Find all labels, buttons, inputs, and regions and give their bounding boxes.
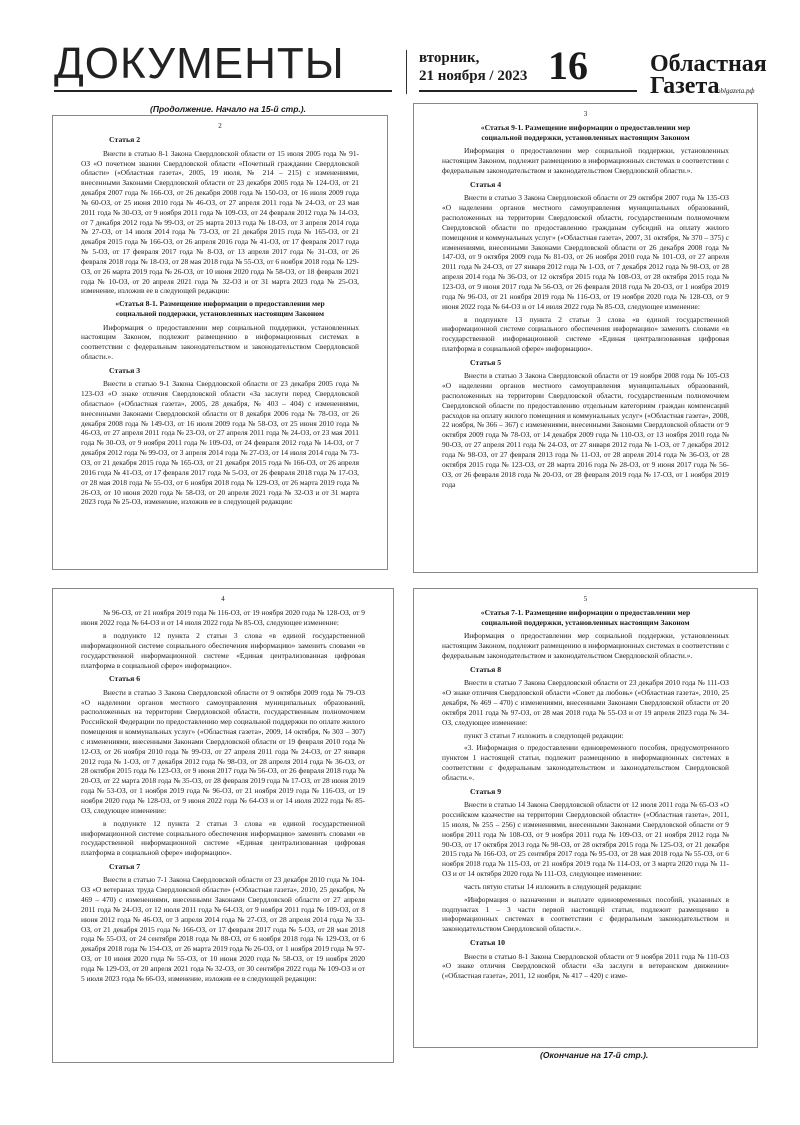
quoted-article-heading: «Статья 8-1. Размещение информации о предоставлении мер социальной поддержки, установленных настоящим Законом xyxy=(115,299,325,319)
article-text: Внести в статью 7 Закона Свердловской области от 23 декабря 2010 года № 111-ОЗ «О знаке отличия Свердловской области «Совет да любовь» («Областная газета», 2010, 25 декабря, № 469 – 470) с изменениями, внесенными Законами Свердловской области от 20 октября 2011 года № 97-ОЗ, от 28 мая 2018 года № 55-ОЗ и от 19 апреля 2023 года № 34-ОЗ, следующее изменение: xyxy=(442,678,729,727)
quoted-article-heading: «Статья 9-1. Размещение информации о предоставлении мер социальной поддержки, установленных настоящим Законом xyxy=(480,123,691,143)
newspaper-name-line1: Областная xyxy=(650,51,767,77)
doc-page-number: 3 xyxy=(583,110,588,118)
header-underline-right xyxy=(419,90,637,92)
article-text: Внести в статью 3 Закона Свердловской области от 19 ноября 2008 года № 105-ОЗ «О наделении органов местного самоуправления муниципальных образований, расположенных на территории Свердловской области, государственным полномочием Свердловской области по предоставлению отдельным категориям граждан компенсаций расходов на оплату жилого помещения и коммунальных услуг» («Областная газета», 2008, 22 ноября, № 366 – 367) с изменениями, внесенными Законами Свердловской области от 9 октября 2009 года № 78-ОЗ, от 14 декабря 2009 года № 110-ОЗ, от 13 ноября 2010 года № 90-ОЗ, от 27 апреля 2011 года № 24-ОЗ, от 27 января 2012 года № 1-ОЗ, от 7 декабря 2012 года № 98-ОЗ, от 27 февраля 2013 года № 11-ОЗ, от 28 апреля 2014 года № 36-ОЗ, от 28 октября 2015 года № 123-ОЗ, от 28 марта 2016 года № 28-ОЗ, от 9 июня 2017 года № 56-ОЗ, от 26 февраля 2018 года № 20-ОЗ, от 28 февраля 2019 года № 17-ОЗ, от 1 ноября 2019 года xyxy=(442,371,729,489)
article-change: в подпункте 13 пункта 2 статьи 3 слова «в единой государственной информационной системе социального обеспечения информацию» заменить словами «в государственной информационной системе «Единая централизованная цифровая платформа в социальной сфере» информацию». xyxy=(442,314,729,354)
article-text: Внести в статью 14 Закона Свердловской области от 12 июля 2011 года № 65-ОЗ «О российском казачестве на территории Свердловской области» («Областная газета», 2011, 15 июля, № 255 – 256) с изменениями, внесенными Законами Свердловской области от 9 ноября 2011 года № 108-ОЗ, от 9 ноября 2011 года № 109-ОЗ, от 21 ноября 2012 года № 90-ОЗ, от 17 октября 2013 года № 98-ОЗ, от 28 октября 2015 года № 125-ОЗ, от 21 декабря 2015 года № 166-ОЗ, от 25 сентября 2017 года № 95-ОЗ, от 28 мая 2018 года № 55-ОЗ, от 6 ноября 2018 года № 115-ОЗ, от 21 ноября 2019 года № 114-ОЗ, от 3 марта 2020 года № 11-ОЗ и от 14 октября 2020 года № 111-ОЗ, следующее изменение: xyxy=(442,800,729,879)
header-underline-left xyxy=(54,90,392,92)
article-change: пункт 3 статьи 7 изложить в следующей редакции: xyxy=(464,730,624,740)
issue-weekday: вторник, xyxy=(419,50,480,66)
quoted-article-text: Информация о предоставлении мер социальной поддержки, установленных настоящим Законом, подлежит размещению в информационных системах в соответствии с федеральным законодательством и законодательством Свердловской области.». xyxy=(442,631,729,661)
issue-date: 21 ноября / 2023 xyxy=(419,68,528,84)
document-page-3 xyxy=(413,103,758,573)
article-text: Внести в статью 7-1 Закона Свердловской области от 23 декабря 2010 года № 104-ОЗ «О ветеранах труда Свердловской области» («Областная газета», 2010, 25 декабря, № 469 – 470) с изменениями, внесенными Законами Свердловской области от 27 апреля 2011 года № 24-ОЗ, от 12 июля 2011 года № 64-ОЗ, от 9 ноября 2011 года № 109-ОЗ, от 8 июня 2012 года № 46-ОЗ, от 3 апреля 2014 года № 27-ОЗ, от 28 апреля 2014 года № 33-ОЗ, от 21 декабря 2015 года № 166-ОЗ, от 17 февраля 2017 года № 5-ОЗ, от 28 мая 2018 года № 55-ОЗ, от 24 сентября 2018 года № 88-ОЗ, от 6 ноября 2018 года № 129-ОЗ, от 6 декабря 2018 года № 154-ОЗ, от 26 марта 2019 года № 26-ОЗ, от 1 ноября 2019 года № 97-ОЗ, от 10 июня 2020 года № 55-ОЗ, от 10 июня 2020 года № 58-ОЗ, от 19 ноября 2020 года № 129-ОЗ, от 20 апреля 2021 года № 32-ОЗ, от 30 сентября 2022 года № 109-ОЗ и от 5 июля 2023 года № 66-ОЗ, изменение, изложив ее в следующей редакции: xyxy=(81,875,365,983)
article-heading: Статья 2 xyxy=(109,135,141,145)
article-heading: Статья 7 xyxy=(109,862,141,872)
quoted-article-text: «3. Информация о предоставлении единовременного пособия, предусмотренного пунктом 1 настоящей статьи, подлежит размещению в информационных системах в соответствии с федеральным законодательством и законодательством Свердловской области.». xyxy=(442,743,729,782)
article-heading: Статья 4 xyxy=(470,180,502,190)
quoted-article-heading: «Статья 7-1. Размещение информации о предоставлении мер социальной поддержки, установленных настоящим Законом xyxy=(480,608,691,628)
article-heading: Статья 3 xyxy=(109,365,141,375)
doc-page-number: 5 xyxy=(583,595,588,603)
article-heading: Статья 5 xyxy=(470,357,502,367)
section-title: ДОКУМЕНТЫ xyxy=(54,39,345,88)
article-heading: Статья 8 xyxy=(470,665,502,675)
newspaper-name-line2: Газета xyxy=(650,73,720,99)
article-text: Внести в статью 8-1 Закона Свердловской области от 15 июля 2005 года № 91-ОЗ «О почетном звании Свердловской области «Почетный гражданин Свердловской области» («Областная газета», 2005, 19 июля, № 214 – 215) с изменениями, внесенными Законами Свердловской области от 23 декабря 2005 года № 124-ОЗ, от 21 декабря 2007 года № 166-ОЗ, от 26 декабря 2008 года № 150-ОЗ, от 16 июля 2009 года № 60-ОЗ, от 25 июня 2010 года № 46-ОЗ, от 27 апреля 2011 года № 24-ОЗ, от 23 мая 2011 года № 30-ОЗ, от 9 ноября 2011 года № 109-ОЗ, от 24 февраля 2012 года № 14-ОЗ, от 7 декабря 2012 года № 99-ОЗ, от 25 марта 2013 года № 18-ОЗ, от 3 апреля 2014 года № 27-ОЗ, от 14 июля 2014 года № 73-ОЗ, от 21 декабря 2015 года № 165-ОЗ, от 21 декабря 2015 года № 166-ОЗ, от 26 апреля 2016 года № 41-ОЗ, от 17 февраля 2017 года № 5-ОЗ, от 17 февраля 2017 года № 8-ОЗ, от 13 апреля 2017 года № 31-ОЗ, от 26 февраля 2018 года № 18-ОЗ, от 28 мая 2018 года № 55-ОЗ, от 6 ноября 2018 года № 129-ОЗ, от 26 марта 2019 года № 26-ОЗ, от 10 июня 2020 года № 58-ОЗ, от 18 февраля 2021 года № 10-ОЗ, от 20 апреля 2021 года № 32-ОЗ и от 31 марта 2023 года № 25-ОЗ, изменение, изложив ее в следующей редакции: xyxy=(81,148,359,296)
doc-page-number: 4 xyxy=(221,595,225,603)
article-heading: Статья 10 xyxy=(470,938,506,948)
article-text: Внести в статью 8-1 Закона Свердловской области от 9 ноября 2011 года № 110-ОЗ «О знаке отличия Свердловской области «За заслуги в ветеранском движении» («Областная газета», 2011, 12 ноября, № 417 – 420) с изме- xyxy=(442,951,729,981)
document-page-4 xyxy=(52,588,394,1063)
document-page-5 xyxy=(413,588,758,1048)
article-text: Внести в статью 9-1 Закона Свердловской области от 23 декабря 2005 года № 123-ОЗ «О знаке отличия Свердловской области «За заслуги перед Свердловской областью» («Областная газета», 2005, 28 декабря, № 403 – 404) с изменениями, внесенными Законами Свердловской области от 8 декабря 2006 года № 78-ОЗ, от 26 декабря 2008 года № 149-ОЗ, от 16 июля 2009 года № 58-ОЗ, от 25 июня 2010 года № 46-ОЗ, от 27 апреля 2011 года № 23-ОЗ, от 27 апреля 2011 года № 24-ОЗ, от 23 мая 2011 года № 30-ОЗ, от 9 ноября 2011 года № 109-ОЗ, от 24 февраля 2012 года № 14-ОЗ, от 7 декабря 2012 года № 99-ОЗ, от 3 апреля 2014 года № 27-ОЗ, от 14 июля 2014 года № 73-ОЗ, от 21 декабря 2015 года № 165-ОЗ, от 21 декабря 2015 года № 166-ОЗ, от 26 апреля 2016 года № 41-ОЗ, от 17 февраля 2017 года № 5-ОЗ, от 26 февраля 2018 года № 17-ОЗ, от 28 мая 2018 года № 55-ОЗ, от 6 ноября 2018 года № 129-ОЗ, от 26 марта 2019 года № 26-ОЗ, от 10 июня 2020 года № 58-ОЗ, от 20 апреля 2021 года № 32-ОЗ и от 31 марта 2023 года № 25-ОЗ, изменение, изложив ее в следующей редакции: xyxy=(81,379,359,507)
article-change: часть пятую статьи 14 изложить в следующей редакции: xyxy=(464,881,642,891)
article-text: Внести в статью 3 Закона Свердловской области от 29 октября 2007 года № 135-ОЗ «О наделении органов местного самоуправления муниципальных образований, расположенных на территории Свердловской области, государственным полномочием Свердловской области по предоставлению гражданам субсидий на оплату жилого помещения и коммунальных услуг» («Областная газета», 2007, 31 октября, № 370 – 375) с изменениями, внесенными Законами Свердловской области от 26 декабря 2008 года № 147-ОЗ, от 9 октября 2009 года № 81-ОЗ, от 26 ноября 2010 года № 101-ОЗ, от 27 апреля 2011 года № 24-ОЗ, от 27 января 2012 года № 1-ОЗ, от 7 декабря 2012 года № 98-ОЗ, от 28 апреля 2014 года № 36-ОЗ, от 12 октября 2015 года № 108-ОЗ, от 28 октября 2015 года № 123-ОЗ, от 9 июня 2017 года № 56-ОЗ, от 26 февраля 2018 года № 20-ОЗ, от 1 ноября 2019 года № 96-ОЗ, от 21 ноября 2019 года № 116-ОЗ, от 19 ноября 2020 года № 128-ОЗ, от 9 июня 2022 года № 64-ОЗ и от 14 июля 2022 года № 85-ОЗ, следующее изменение: xyxy=(442,193,729,311)
newspaper-site: oblgazeta.рф xyxy=(717,87,755,95)
doc-page-number: 2 xyxy=(218,122,222,130)
article-heading: Статья 6 xyxy=(109,674,141,684)
article-text: Внести в статью 3 Закона Свердловской области от 9 октября 2009 года № 79-ОЗ «О наделении органов местного самоуправления муниципальных образований, расположенных на территории Свердловской области, государственным полномочием Российской Федерации по предоставлению мер социальной поддержки по оплате жилого помещения и коммунальных услуг» («Областная газета», 2009, 14 октября, № 303 – 307) с изменениями, внесенными Законами Свердловской области от 19 февраля 2010 года № 12-ОЗ, от 26 ноября 2010 года № 99-ОЗ, от 27 апреля 2011 года № 24-ОЗ, от 27 января 2012 года № 1-ОЗ, от 7 декабря 2012 года № 98-ОЗ, от 28 апреля 2014 года № 36-ОЗ, от 28 октября 2015 года № 123-ОЗ, от 9 июня 2017 года № 56-ОЗ, от 26 февраля 2018 года № 20-ОЗ, от 22 марта 2018 года № 35-ОЗ, от 28 февраля 2019 года № 17-ОЗ, от 28 июня 2019 года № 53-ОЗ, от 1 ноября 2019 года № 96-ОЗ, от 21 ноября 2019 года № 116-ОЗ, от 19 ноября 2020 года № 128-ОЗ, от 9 июня 2022 года № 64-ОЗ и от 14 июля 2022 года № 85-ОЗ, следующее изменение: xyxy=(81,687,365,815)
article-text: № 96-ОЗ, от 21 ноября 2019 года № 116-ОЗ, от 19 ноября 2020 года № 128-ОЗ, от 9 июня 2022 года № 64-ОЗ и от 14 июля 2022 года № 85-ОЗ, следующее изменение: xyxy=(81,608,365,628)
page-header xyxy=(0,0,800,100)
quoted-article-text: Информация о предоставлении мер социальной поддержки, установленных настоящим Законом, подлежит размещению в информационных системах в соответствии с федеральным законодательством и законодательством Свердловской области.». xyxy=(81,322,359,362)
quoted-article-text: «Информация о назначении и выплате единовременных пособий, указанных в подпунктах 1 – 3 части первой настоящей статьи, подлежит размещению в информационных системах в соответствии с федеральным законодательством и законодательством Свердловской области.». xyxy=(442,894,729,934)
continued-on-note: (Окончание на 17-й стр.). xyxy=(540,1050,649,1060)
quoted-article-text: Информация о предоставлении мер социальной поддержки, установленных настоящим Законом, подлежит размещению в информационных системах в соответствии с федеральным законодательством и законодательством Свердловской области.». xyxy=(442,146,729,176)
header-divider xyxy=(406,50,407,94)
article-change: в подпункте 12 пункта 2 статьи 3 слова «в единой государственной информационной системе социального обеспечения информацию» заменить словами «в государственной информационной системе «Единая централизованная цифровая платформа в социальной сфере» информацию». xyxy=(81,818,365,858)
continued-from-note: (Продолжение. Начало на 15-й стр.). xyxy=(150,104,306,114)
document-page-2 xyxy=(52,115,388,570)
article-change: в подпункте 12 пункта 2 статьи 3 слова «в единой государственной информационной системе социального обеспечения информацию» заменить словами «в государственной информационной системе «Единая централизованная цифровая платформа в социальной сфере» информацию». xyxy=(81,630,365,670)
article-heading: Статья 9 xyxy=(470,786,502,796)
page-number: 16 xyxy=(548,43,588,88)
